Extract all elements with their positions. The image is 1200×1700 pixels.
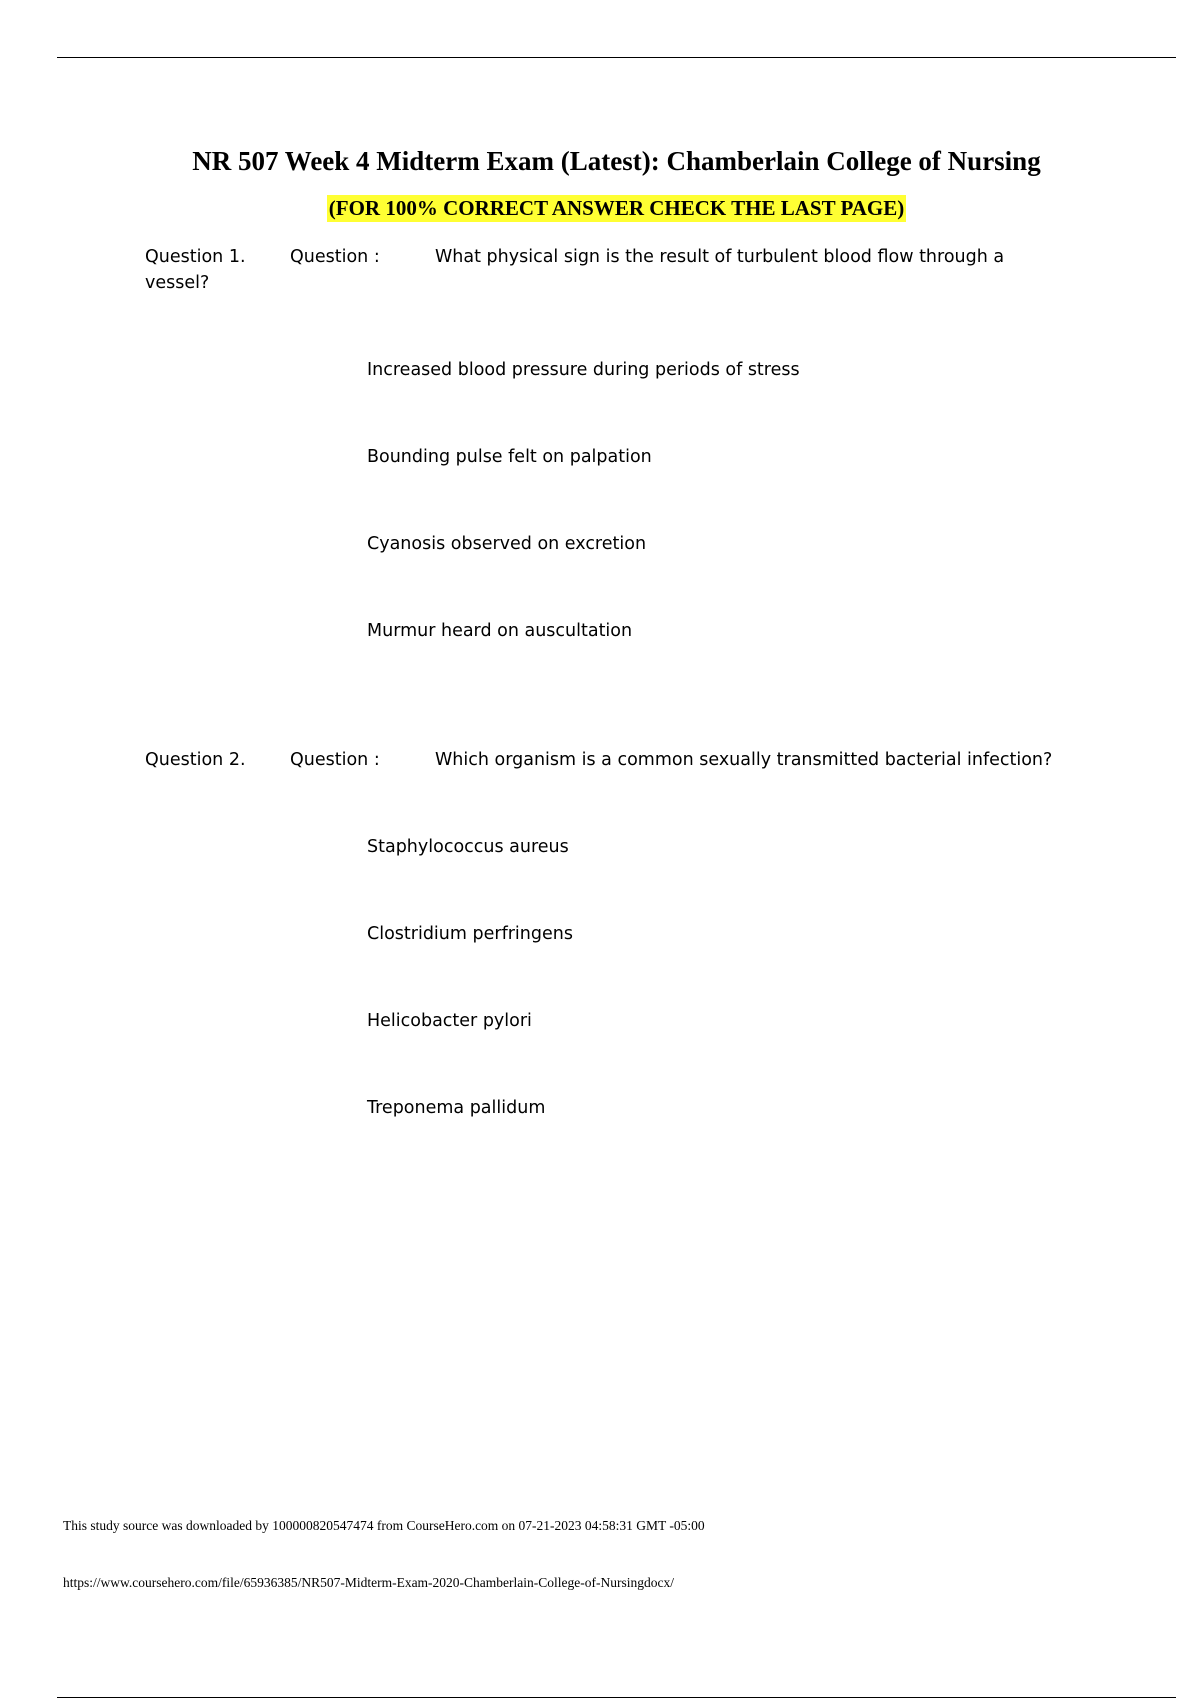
bottom-rule [57, 1697, 1176, 1698]
question-label: Question : [290, 247, 380, 267]
source-url-link[interactable]: https://www.coursehero.com/file/65936385/NR507-Midterm-Exam-2020-Chamberlain-College-of-Nursingdocx/ [63, 1575, 674, 1590]
question-text: Which organism is a common sexually transmitted bacterial infection? [435, 750, 1053, 770]
answer-option: Helicobacter pylori [367, 1011, 532, 1031]
highlighted-subtitle: (FOR 100% CORRECT ANSWER CHECK THE LAST PAGE) [328, 196, 905, 220]
answer-option: Bounding pulse felt on palpation [367, 447, 652, 467]
answer-option: Treponema pallidum [367, 1098, 546, 1118]
top-rule [57, 57, 1176, 58]
question-text-continued: vessel? [145, 273, 210, 293]
question-text: What physical sign is the result of turbulent blood flow through a [435, 247, 1005, 267]
answer-option: Increased blood pressure during periods of stress [367, 360, 800, 380]
answer-option: Cyanosis observed on excretion [367, 534, 647, 554]
download-notice: This study source was downloaded by 100000820547474 from CourseHero.com on 07-21-2023 04:58:31 GMT -05:00 [63, 1518, 705, 1533]
subtitle-container [0, 195, 1200, 222]
answer-option: Murmur heard on auscultation [367, 621, 633, 641]
question-number: Question 2. [145, 750, 246, 770]
question-number: Question 1. [145, 247, 246, 267]
answer-option: Clostridium perfringens [367, 924, 573, 944]
document-title: NR 507 Week 4 Midterm Exam (Latest): Chamberlain College of Nursing [192, 146, 1041, 176]
answer-option: Staphylococcus aureus [367, 837, 569, 857]
question-label: Question : [290, 750, 380, 770]
